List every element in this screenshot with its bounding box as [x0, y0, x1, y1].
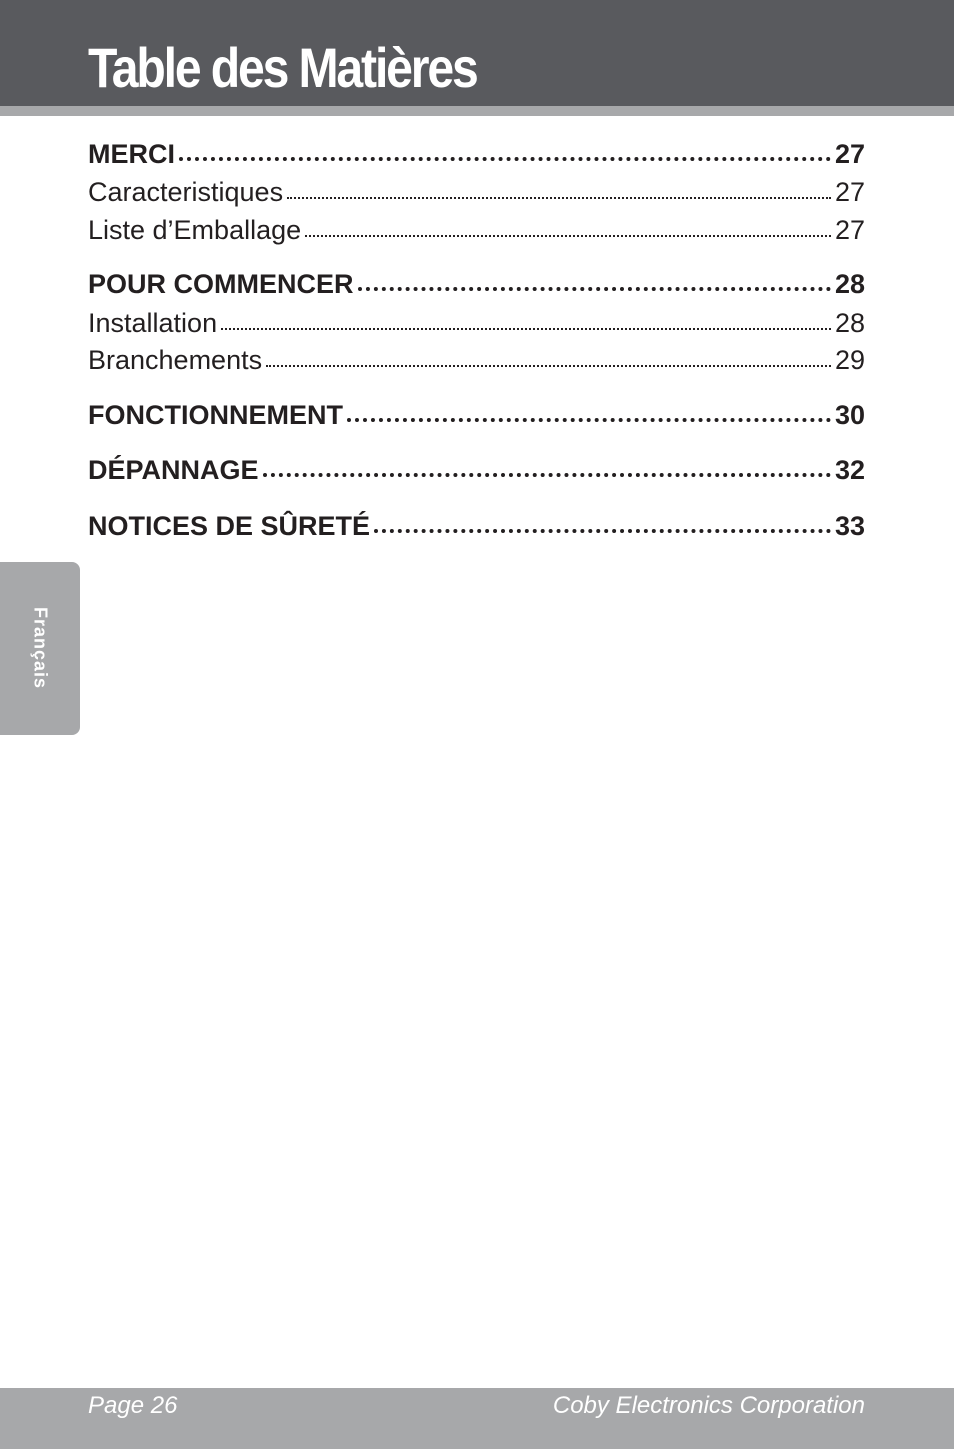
- dot-leader: [374, 525, 831, 533]
- toc-entry-caracteristiques[interactable]: [88, 173, 865, 211]
- toc-entry-page: 33: [834, 511, 865, 541]
- toc-entry-label: Installation: [88, 308, 218, 338]
- footer-page-number: Page 26: [88, 1392, 178, 1419]
- toc-entry-fonctionnement[interactable]: [88, 396, 865, 434]
- language-tab-label: Français: [30, 606, 51, 690]
- language-tab[interactable]: [0, 562, 80, 735]
- toc-entry-label: NOTICES DE SÛRETÉ: [88, 511, 371, 541]
- dot-leader: [347, 414, 831, 422]
- toc-entry-page: 27: [834, 177, 865, 207]
- toc-entry-merci[interactable]: [88, 135, 865, 173]
- toc-entry-page: 28: [834, 308, 865, 338]
- toc-entry-depannage[interactable]: [88, 451, 865, 489]
- toc-entry-pour-commencer[interactable]: [88, 265, 865, 303]
- dot-leader: [358, 283, 831, 291]
- toc-entry-label: Caracteristiques: [88, 177, 284, 207]
- toc-entry-branchements[interactable]: [88, 341, 865, 379]
- toc-entry-page: 27: [834, 215, 865, 245]
- toc-entry-page: 29: [834, 345, 865, 375]
- toc-entry-label: POUR COMMENCER: [88, 269, 354, 299]
- toc-entry-label: MERCI: [88, 139, 175, 169]
- dot-leader: [263, 469, 831, 477]
- toc-entry-label: Branchements: [88, 345, 263, 375]
- footer-company-name: Coby Electronics Corporation: [552, 1392, 865, 1419]
- toc-entry-page: 27: [834, 139, 865, 169]
- toc-entry-installation[interactable]: [88, 304, 865, 342]
- toc-entry-notices-de-surete[interactable]: [88, 507, 865, 545]
- page-title: Table des Matières: [88, 36, 477, 99]
- toc-entry-page: 32: [834, 455, 865, 485]
- dot-leader: [305, 233, 831, 237]
- toc-entry-label: FONCTIONNEMENT: [88, 400, 343, 430]
- toc-entry-page: 28: [834, 269, 865, 299]
- dot-leader: [179, 153, 831, 161]
- toc-entry-liste-emballage[interactable]: [88, 211, 865, 249]
- toc-entry-page: 30: [834, 400, 865, 430]
- dot-leader: [266, 363, 831, 367]
- dot-leader: [287, 195, 831, 199]
- dot-leader: [221, 326, 831, 330]
- toc-entry-label: DÉPANNAGE: [88, 455, 259, 485]
- toc-entry-label: Liste d’Emballage: [88, 215, 302, 245]
